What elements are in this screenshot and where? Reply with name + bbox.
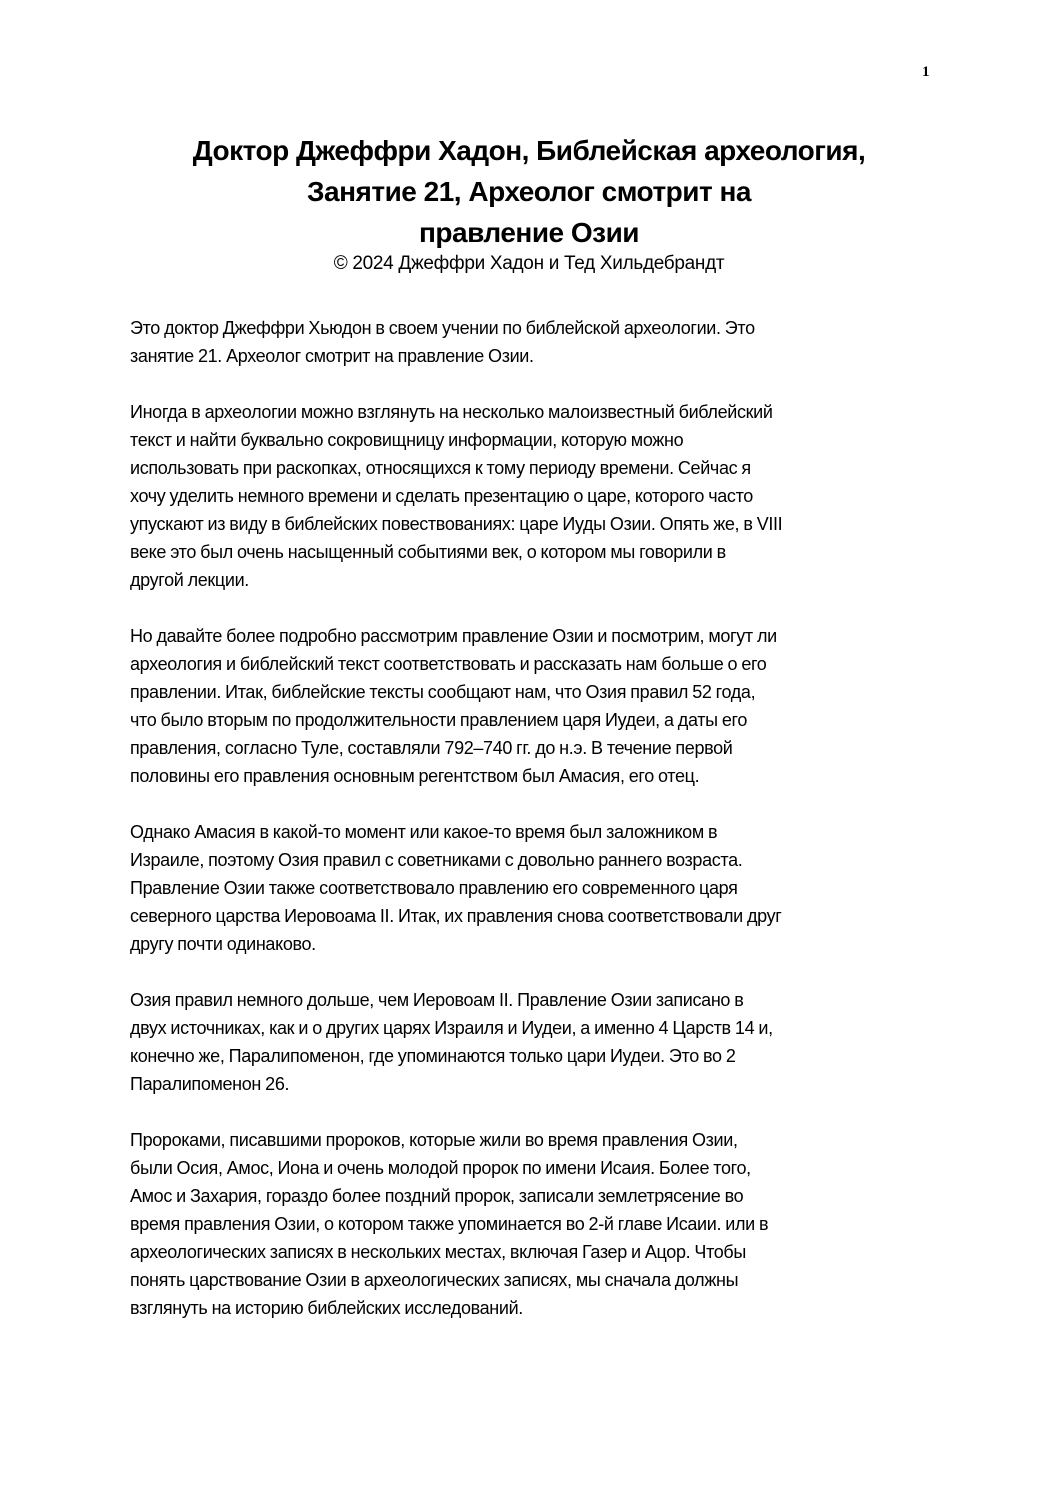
text-line: Однако Амасия в какой-то момент или какое-то время был заложником в xyxy=(130,822,718,842)
text-line: северного царства Иеровоама II. Итак, их правления снова соответствовали друг xyxy=(130,906,782,926)
text-line: Паралипоменон 26. xyxy=(130,1074,290,1094)
text-line: время правления Озии, о котором также упоминается во 2-й главе Исаии. или в xyxy=(130,1214,769,1234)
text-line: хочу уделить немного времени и сделать презентацию о царе, которого часто xyxy=(130,486,753,506)
text-line: что было вторым по продолжительности правлением царя Иудеи, а даты его xyxy=(130,710,747,730)
paragraph xyxy=(130,818,930,958)
text-line: Пророками, писавшими пророков, которые жили во время правления Озии, xyxy=(130,1130,738,1150)
text-line: конечно же, Паралипоменон, где упоминаются только цари Иудеи. Это во 2 xyxy=(130,1046,736,1066)
text-line: половины его правления основным регентством был Амасия, его отец. xyxy=(130,766,700,786)
text-line: занятие 21. Археолог смотрит на правление Озии. xyxy=(130,346,534,366)
text-line: упускают из виду в библейских повествованиях: царе Иуды Озии. Опять же, в VIII xyxy=(130,514,783,534)
text-line: правления, согласно Туле, составляли 792–740 гг. до н.э. В течение первой xyxy=(130,738,733,758)
text-line: были Осия, Амос, Иона и очень молодой пророк по имени Исаия. Более того, xyxy=(130,1158,751,1178)
document-header xyxy=(0,130,1058,277)
document-body xyxy=(130,314,930,1350)
paragraph xyxy=(130,398,930,594)
document-title-line: Занятие 21, Археолог смотрит на xyxy=(307,176,751,207)
text-line: взглянуть на историю библейских исследований. xyxy=(130,1298,523,1318)
document-title-line: правление Озии xyxy=(418,217,640,248)
document-title-line: Доктор Джеффри Хадон, Библейская археология, xyxy=(192,135,866,166)
text-line: текст и найти буквально сокровищницу информации, которую можно xyxy=(130,430,684,450)
text-line: другой лекции. xyxy=(130,570,249,590)
paragraph xyxy=(130,622,930,790)
text-line: использовать при раскопках, относящихся к тому периоду времени. Сейчас я xyxy=(130,458,751,478)
paragraph xyxy=(130,314,930,370)
copyright-line: © 2024 Джеффри Хадон и Тед Хильдебрандт xyxy=(333,253,725,274)
text-line: понять царствование Озии в археологических записях, мы сначала должны xyxy=(130,1270,739,1290)
text-line: Амос и Захария, гораздо более поздний пророк, записали землетрясение во xyxy=(130,1186,744,1206)
text-line: Это доктор Джеффри Хьюдон в своем учении по библейской археологии. Это xyxy=(130,318,755,338)
text-line: Израиле, поэтому Озия правил с советниками с довольно раннего возраста. xyxy=(130,850,743,870)
text-line: Озия правил немного дольше, чем Иеровоам II. Правление Озии записано в xyxy=(130,990,744,1010)
text-line: другу почти одинаково. xyxy=(130,934,316,954)
paragraph xyxy=(130,986,930,1098)
text-line: веке это был очень насыщенный событиями век, о котором мы говорили в xyxy=(130,542,726,562)
text-line: правлении. Итак, библейские тексты сообщают нам, что Озия правил 52 года, xyxy=(130,682,756,702)
text-line: археологических записях в нескольких местах, включая Газер и Ацор. Чтобы xyxy=(130,1242,746,1262)
text-line: двух источниках, как и о других царях Израиля и Иудеи, а именно 4 Царств 14 и, xyxy=(130,1018,773,1038)
text-line: археология и библейский текст соответствовать и рассказать нам больше о его xyxy=(130,654,767,674)
paragraph xyxy=(130,1126,930,1322)
page-number: 1 xyxy=(922,64,930,80)
text-line: Но давайте более подробно рассмотрим правление Озии и посмотрим, могут ли xyxy=(130,626,777,646)
text-line: Правление Озии также соответствовало правлению его современного царя xyxy=(130,878,738,898)
text-line: Иногда в археологии можно взглянуть на несколько малоизвестный библейский xyxy=(130,402,773,422)
